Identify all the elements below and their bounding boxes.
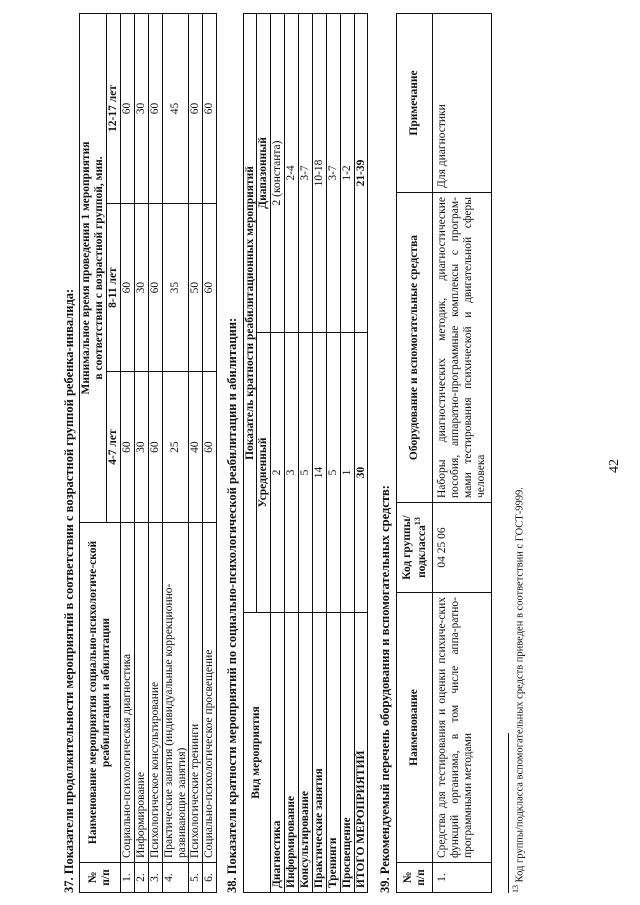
row-value: 30: [134, 14, 148, 204]
total-row: [354, 14, 368, 893]
row-name: Диагностика: [271, 613, 285, 893]
table-row: [433, 14, 492, 893]
table-row: [326, 14, 340, 893]
row-num: 4.: [162, 863, 189, 893]
row-equipment: Наборы диагностических методик, диагностические пособия, аппаратно-программные комплексы с програм-мами тестирования психической и двигательной сферы человека: [433, 193, 492, 503]
col-index-header: Показатель кратности реабилитационных мероприятий: [243, 14, 257, 613]
row-range: 3-7: [326, 14, 340, 333]
row-name: Практические занятия (индивидуальные коррекционно-развивающие занятия): [162, 523, 189, 863]
row-note: Для диагностики: [433, 14, 492, 193]
footnote-number: 13: [510, 885, 520, 893]
row-num: 1.: [433, 863, 492, 893]
row-value: 30: [134, 203, 148, 371]
col-name-header: Наименование мероприятия социально-психологиче-ской реабилитации и абилитации: [80, 523, 121, 863]
row-value: 25: [162, 372, 189, 523]
row-code: 04 25 06: [433, 503, 492, 593]
row-name: Психологические тренинги: [189, 523, 203, 863]
table-row: [203, 14, 217, 893]
age-group-8-11: 8-11 лет: [107, 203, 121, 371]
row-name: Психологическое консультирование: [148, 523, 162, 863]
row-name: Практические занятия: [312, 613, 326, 893]
row-value: 40: [189, 372, 203, 523]
col-code-header: [396, 503, 433, 593]
table-row: [162, 14, 189, 893]
col-range-header: Диапазонный: [257, 14, 271, 333]
code-header-text: Код группы/ подкласса: [400, 515, 428, 580]
row-num: 5.: [189, 863, 203, 893]
table-row: [340, 14, 354, 893]
table-row: [134, 14, 148, 893]
page-number: 42: [607, 459, 622, 473]
row-value: 60: [203, 372, 217, 523]
row-value: 50: [189, 203, 203, 371]
table-row: [121, 14, 135, 893]
footnote-text: Код группы/подкласса вспомогательных средств приведен в соответствии с ГОСТ-9999.: [514, 487, 526, 883]
row-value: 45: [162, 14, 189, 204]
row-num: 2.: [134, 863, 148, 893]
time-header-line1: Минимальное время проведения 1 мероприятия: [80, 141, 93, 395]
row-value: 60: [148, 203, 162, 371]
row-value: 60: [203, 203, 217, 371]
row-range: 10-18: [312, 14, 326, 333]
row-value: 60: [121, 203, 135, 371]
row-name: Социально-психологическая диагностика: [121, 523, 135, 863]
row-value: 35: [162, 203, 189, 371]
row-avg: 2: [271, 333, 285, 613]
row-range: 1-2: [340, 14, 354, 333]
row-avg: 1: [340, 333, 354, 613]
footnote: [511, 13, 526, 893]
row-name: Социально-психологическое просвещение: [203, 523, 217, 863]
frequency-table: [243, 13, 369, 893]
section-38-title: 38. Показатели кратности мероприятий по социально-психологической реабилитации и абилитации:: [225, 317, 240, 893]
table-row: [299, 14, 313, 893]
section-39-title: 39. Рекомендуемый перечень оборудования и вспомогательных средств:: [378, 485, 393, 893]
col-time-subheader: в соответствии с возрастной группой, мин.: [93, 14, 106, 523]
col-note-header: Примечание: [396, 14, 433, 193]
total-name: ИТОГО МЕРОПРИЯТИЙ: [354, 613, 368, 893]
row-num: 3.: [148, 863, 162, 893]
row-avg: 3: [285, 333, 299, 613]
row-value: 60: [148, 14, 162, 204]
row-value: 60: [121, 372, 135, 523]
row-avg: 5: [326, 333, 340, 613]
col-equipment-header: Оборудование и вспомогательные средства: [396, 193, 433, 503]
equipment-table: [396, 13, 492, 893]
duration-table: [79, 13, 217, 893]
total-avg: 30: [354, 333, 368, 613]
section-37-title: 37. Показатели продолжительности мероприятий в соответствии с возрастной группой ребенка-инвалида:: [62, 288, 76, 893]
row-range: 3-7: [299, 14, 313, 333]
age-group-4-7: 4-7 лет: [107, 372, 121, 523]
row-value: 60: [121, 14, 135, 204]
col-type-header: Вид мероприятия: [243, 613, 271, 893]
col-avg-header: Усредненный: [257, 333, 271, 613]
table-row: [285, 14, 299, 893]
document-body: [62, 13, 525, 893]
row-value: 60: [203, 14, 217, 204]
col-name-header: Наименование: [396, 593, 433, 863]
footnote-marker: 13: [412, 517, 422, 526]
row-name: Просвещение: [340, 613, 354, 893]
footnote-divider: [508, 733, 509, 893]
row-name: Информирование: [285, 613, 299, 893]
age-group-12-17: 12-17 лет: [107, 14, 121, 204]
row-range: 2 (константа): [271, 14, 285, 333]
row-value: 60: [148, 372, 162, 523]
table-row: [148, 14, 162, 893]
col-time-header: [80, 14, 93, 523]
table-row: [312, 14, 326, 893]
total-range: 21-39: [354, 14, 368, 333]
table-row: [271, 14, 285, 893]
row-name: Информирование: [134, 523, 148, 863]
row-value: 60: [189, 14, 203, 204]
row-name: Консультирование: [299, 613, 313, 893]
row-num: 6.: [203, 863, 217, 893]
table-row: [189, 14, 203, 893]
col-num-header: № п/п: [80, 863, 121, 893]
row-avg: 5: [299, 333, 313, 613]
row-avg: 14: [312, 333, 326, 613]
row-name: Тренинги: [326, 613, 340, 893]
row-name: Средства для тестирования и оценки психиче-ских функций организма, в том числе аппа-ратно-программными методами: [433, 593, 492, 863]
row-num: 1.: [121, 863, 135, 893]
row-range: 2-4: [285, 14, 299, 333]
col-num-header: № п/п: [396, 863, 433, 893]
row-value: 30: [134, 372, 148, 523]
